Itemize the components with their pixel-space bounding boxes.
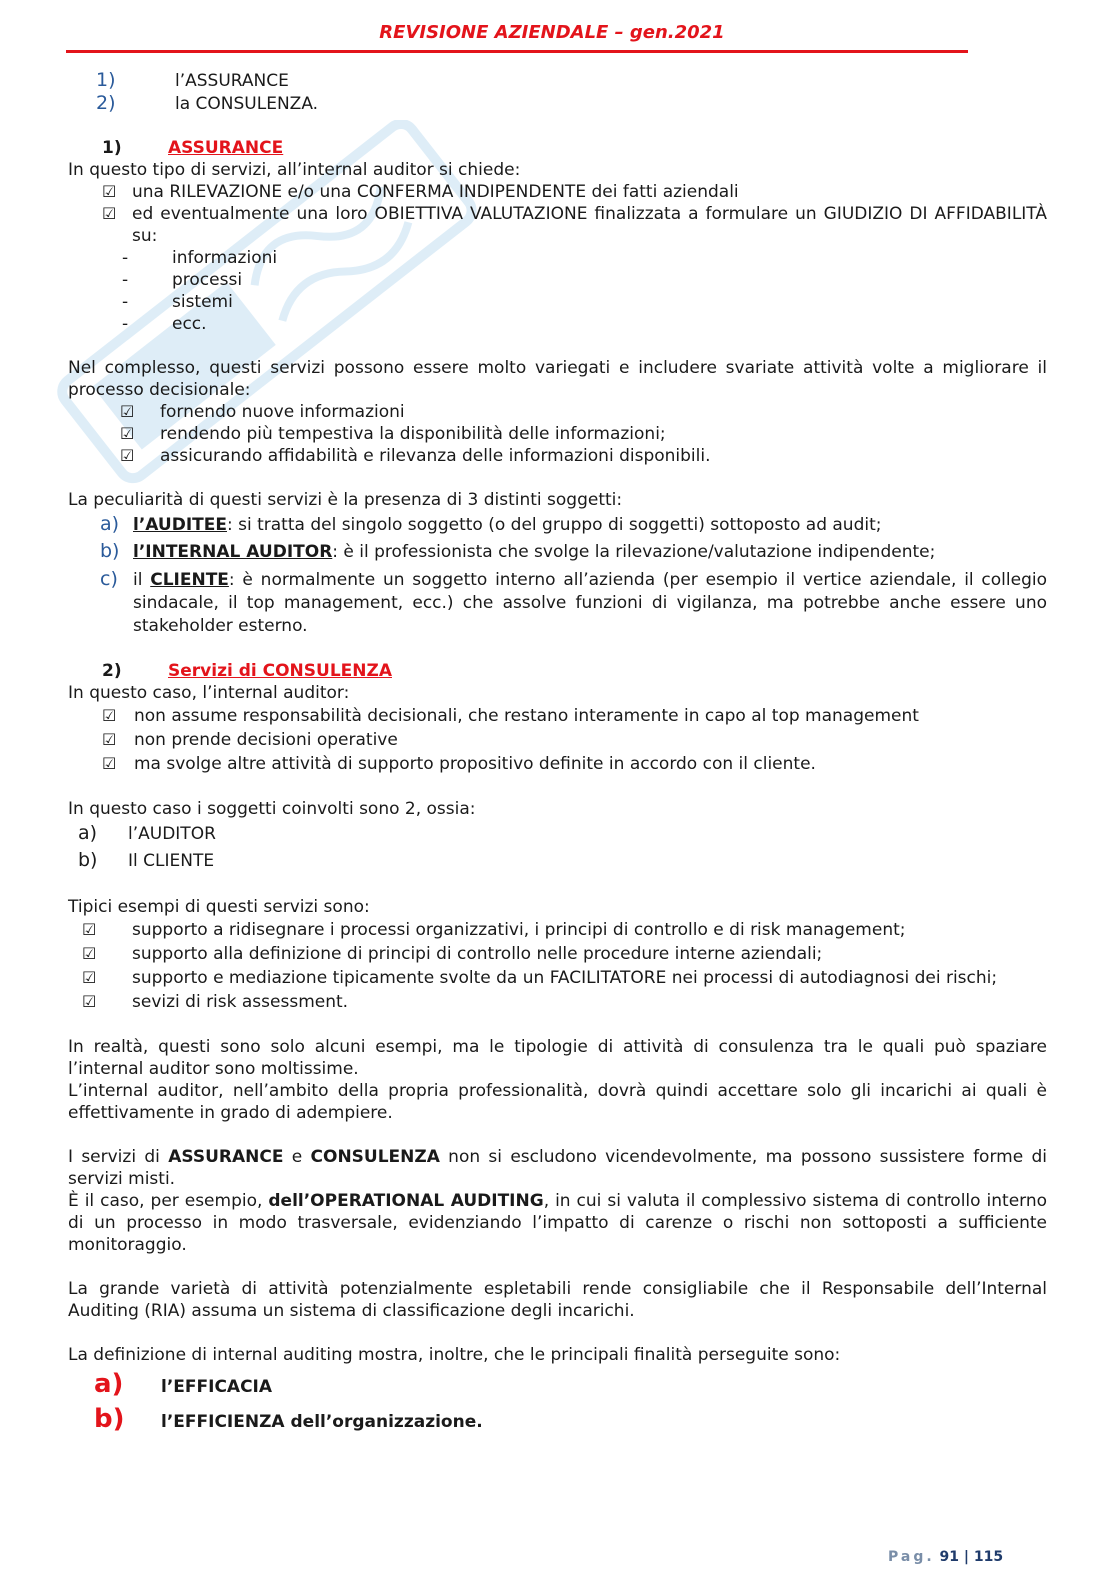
subject-marker: a) <box>100 513 120 535</box>
consulenza-subjects-lead: In questo caso i soggetti coinvolti sono 2, ossia: <box>68 799 476 819</box>
checkbox-icon: ☑ <box>102 730 117 749</box>
example-item <box>68 918 1047 942</box>
intro-item <box>68 92 1047 115</box>
aim-text: l’EFFICIENZA dell’organizzazione. <box>161 1412 483 1432</box>
subject-text: l’AUDITOR <box>128 824 216 844</box>
check-item-text: assicurando affidabilità e rilevanza delle informazioni disponibili. <box>160 446 711 466</box>
checkbox-icon: ☑ <box>120 402 135 421</box>
aim-marker: a) <box>94 1369 124 1399</box>
intro-text: l’ASSURANCE <box>175 71 289 91</box>
check-item <box>68 704 1047 728</box>
example-text: supporto alla definizione di principi di controllo nelle procedure interne aziendali; <box>132 944 823 964</box>
check-item-text: non prende decisioni operative <box>134 730 398 750</box>
subject-item <box>68 820 1047 847</box>
bold-term: dell’OPERATIONAL AUDITING <box>268 1191 544 1211</box>
dash-marker: - <box>122 314 129 334</box>
subject-marker: b) <box>100 540 120 562</box>
example-text: supporto e mediazione tipicamente svolte da un FACILITATORE nei processi di autodiagnosi dei rischi; <box>132 968 998 988</box>
example-item <box>68 966 1047 990</box>
dash-item <box>68 313 1047 335</box>
check-item-text: rendendo più tempestiva la disponibilità delle informazioni; <box>160 424 666 444</box>
check-item <box>68 181 1047 203</box>
subject-prefix: il <box>133 570 151 590</box>
dash-item-text: sistemi <box>172 292 233 312</box>
aim-text: l’EFFICACIA <box>161 1377 273 1397</box>
dash-item-text: processi <box>172 270 243 290</box>
subject-item <box>68 538 1047 565</box>
subject-text: : è il professionista che svolge la rilevazione/valutazione indipendente; <box>332 542 936 562</box>
subject-text: : è normalmente un soggetto interno all’azienda (per esempio il vertice aziendale, il collegio sindacale, il top management, ecc.) che assolve funzioni di vigilanza, ma potrebbe anche essere uno stakeholder esterno. <box>133 570 1047 636</box>
subject-item <box>68 568 1047 638</box>
page-total: 115 <box>973 1549 1004 1565</box>
dash-item <box>68 247 1047 269</box>
dash-item-text: informazioni <box>172 248 278 268</box>
checkbox-icon: ☑ <box>82 944 97 963</box>
dash-item <box>68 269 1047 291</box>
dash-item-text: ecc. <box>172 314 207 334</box>
subject-term: l’AUDITEE <box>133 515 227 535</box>
checkbox-icon: ☑ <box>82 992 97 1011</box>
check-item <box>68 728 1047 752</box>
closing-paragraph: In realtà, questi sono solo alcuni esempi, ma le tipologie di attività di consulenza tra le quali può spaziare l’internal auditor sono moltissime. <box>68 1037 1047 1079</box>
check-item <box>68 203 1047 247</box>
checkbox-icon: ☑ <box>82 920 97 939</box>
closing-paragraph: I servizi di ASSURANCE e CONSULENZA non si escludono vicendevolmente, ma possono sussistere forme di servizi misti. <box>68 1147 1047 1189</box>
checkbox-icon: ☑ <box>102 204 117 223</box>
section-number: 1) <box>102 138 122 158</box>
dash-marker: - <box>122 292 129 312</box>
subject-text: Il CLIENTE <box>128 851 215 871</box>
header-title: REVISIONE AZIENDALE – gen.2021 <box>379 22 725 43</box>
check-item-text: ed eventualmente una loro OBIETTIVA VALUTAZIONE finalizzata a formulare un GIUDIZIO DI AFFIDABILITÀ su: <box>132 204 1047 246</box>
closing-paragraph: La definizione di internal auditing mostra, inoltre, che le principali finalità perseguite sono: <box>68 1345 841 1365</box>
checkbox-icon: ☑ <box>82 968 97 987</box>
aim-item <box>68 1403 1047 1438</box>
subject-marker: b) <box>78 849 98 871</box>
page-number: 91 <box>939 1549 960 1565</box>
dash-marker: - <box>122 270 129 290</box>
example-text: supporto a ridisegnare i processi organizzativi, i principi di controllo e di risk management; <box>132 920 906 940</box>
check-item <box>68 423 1047 445</box>
aim-marker: b) <box>94 1404 125 1434</box>
subject-marker: a) <box>78 822 98 844</box>
dash-marker: - <box>122 248 129 268</box>
subject-term: l’INTERNAL AUDITOR <box>133 542 333 562</box>
dash-item <box>68 291 1047 313</box>
page-content <box>68 69 1047 1438</box>
checkbox-icon: ☑ <box>102 706 117 725</box>
check-item-text: non assume responsabilità decisionali, che restano interamente in capo al top management <box>134 706 919 726</box>
closing-paragraph: L’internal auditor, nell’ambito della propria professionalità, dovrà quindi accettare solo gli incarichi ai quali è effettivamente in grado di adempiere. <box>68 1081 1047 1123</box>
aim-item <box>68 1368 1047 1403</box>
header-rule <box>66 50 968 53</box>
bold-term: CONSULENZA <box>310 1147 440 1167</box>
example-item <box>68 990 1047 1014</box>
page-footer <box>888 1546 1003 1568</box>
check-item-text: fornendo nuove informazioni <box>160 402 405 422</box>
intro-item <box>68 69 1047 92</box>
subject-term: CLIENTE <box>150 570 229 590</box>
intro-marker: 2) <box>96 92 116 114</box>
subject-item <box>68 511 1047 538</box>
intro-marker: 1) <box>96 69 116 91</box>
examples-lead: Tipici esempi di questi servizi sono: <box>68 897 370 917</box>
subjects-lead: La peculiarità di questi servizi è la presenza di 3 distinti soggetti: <box>68 490 623 510</box>
check-item <box>68 401 1047 423</box>
assurance-paragraph: Nel complesso, questi servizi possono essere molto variegati e includere svariate attività volte a migliorare il processo decisionale: <box>68 358 1047 400</box>
page-label: Pag. <box>888 1549 935 1565</box>
check-item <box>68 445 1047 467</box>
subject-marker: c) <box>100 568 118 590</box>
check-item-text: ma svolge altre attività di supporto propositivo definite in accordo con il cliente. <box>134 754 816 774</box>
section-heading-consulenza <box>68 660 1047 682</box>
subject-item <box>68 847 1047 874</box>
section-number: 2) <box>102 661 122 681</box>
checkbox-icon: ☑ <box>102 182 117 201</box>
section-title: ASSURANCE <box>168 138 284 158</box>
bold-term: ASSURANCE <box>168 1147 284 1167</box>
checkbox-icon: ☑ <box>102 754 117 773</box>
example-text: sevizi di risk assessment. <box>132 992 349 1012</box>
subject-text: : si tratta del singolo soggetto (o del gruppo di soggetti) sottoposto ad audit; <box>226 515 882 535</box>
closing-paragraph: È il caso, per esempio, dell’OPERATIONAL AUDITING, in cui si valuta il complessivo sistema di controllo interno di un processo in modo trasversale, evidenziando l’impatto di carenze o rischi non sottoposti a sufficiente monitoraggio. <box>68 1191 1048 1255</box>
checkbox-icon: ☑ <box>120 446 135 465</box>
checkbox-icon: ☑ <box>120 424 135 443</box>
check-item <box>68 752 1047 776</box>
example-item <box>68 942 1047 966</box>
section-title: Servizi di CONSULENZA <box>168 661 392 681</box>
assurance-lead: In questo tipo di servizi, all’internal auditor si chiede: <box>68 160 521 180</box>
page-header <box>0 22 1116 44</box>
page-separator: | <box>963 1549 970 1565</box>
intro-text: la CONSULENZA. <box>175 94 319 114</box>
consulenza-lead: In questo caso, l’internal auditor: <box>68 683 350 703</box>
check-item-text: una RILEVAZIONE e/o una CONFERMA INDIPENDENTE dei fatti aziendali <box>132 182 739 202</box>
section-heading-assurance <box>68 137 1047 159</box>
closing-paragraph: La grande varietà di attività potenzialmente espletabili rende consigliabile che il Responsabile dell’Internal Auditing (RIA) assuma un sistema di classificazione degli incarichi. <box>68 1279 1047 1321</box>
